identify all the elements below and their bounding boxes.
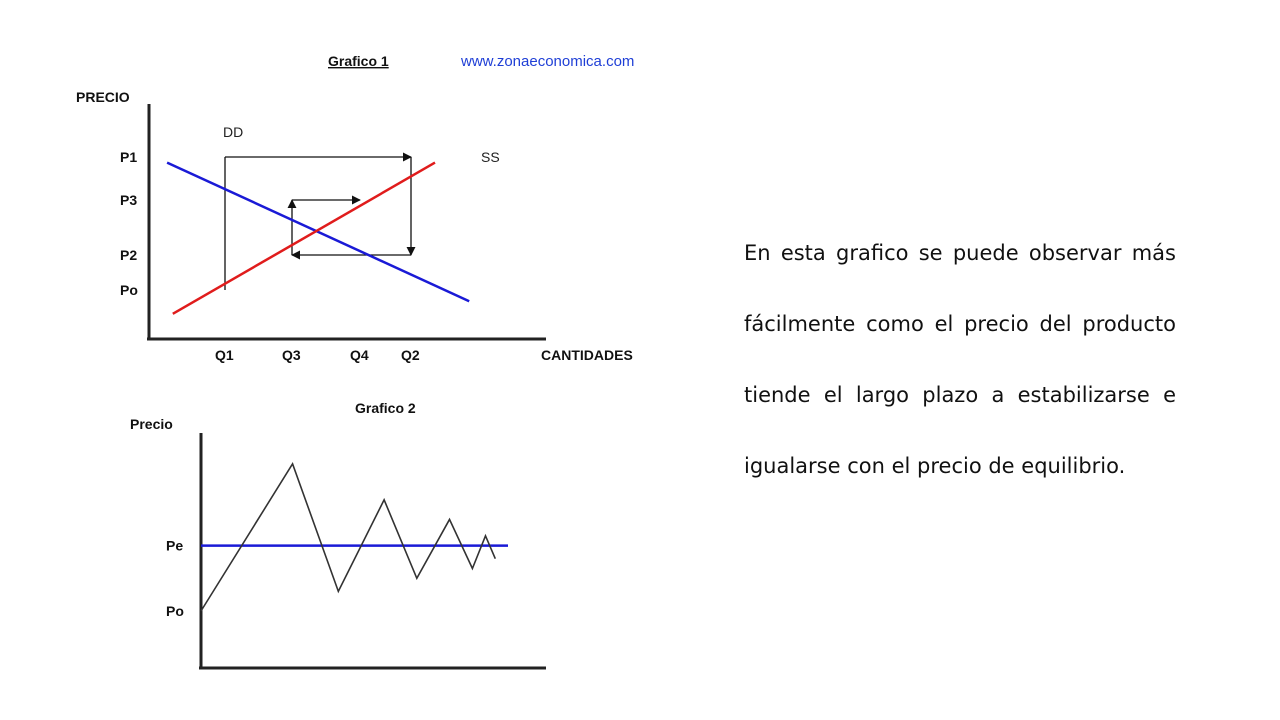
y-tick-P2: P2 [120,247,138,263]
supply-series-label: SS [481,149,500,165]
y-tick-Po: Po [120,282,138,298]
x-tick-Q3: Q3 [282,347,301,363]
chart-1-cobweb-path [225,157,411,290]
chart-2-title: Grafico 2 [355,400,416,416]
chart-1-title: Grafico 1 [328,53,389,69]
y-tick-P1: P1 [120,149,138,165]
x-tick-Q2: Q2 [401,347,420,363]
price-path-line [201,464,495,611]
chart-2-y-axis-label: Precio [130,416,173,432]
chart-1-x-ticks [215,347,420,363]
demand-line [167,163,469,302]
supply-line [173,163,435,314]
caption-paragraph: En esta grafico se puede observar más fácilmente como el precio del producto tiende el largo plazo a estabilizarse e igualarse con el precio de equilibrio. [744,241,1176,478]
chart-1-y-axis-label: PRECIO [76,89,130,105]
x-tick-Q1: Q1 [215,347,234,363]
y-tick-Po-2: Po [166,603,184,619]
chart-2 [130,400,546,669]
chart-1-y-ticks [120,149,138,298]
demand-series-label: DD [223,124,244,140]
y-tick-P3: P3 [120,192,138,208]
chart-1 [76,53,634,363]
chart-1-x-axis-label: CANTIDADES [541,347,633,363]
y-tick-Pe: Pe [166,537,184,554]
chart-1-source-url: www.zonaeconomica.com [461,53,635,70]
x-tick-Q4: Q4 [350,347,369,363]
